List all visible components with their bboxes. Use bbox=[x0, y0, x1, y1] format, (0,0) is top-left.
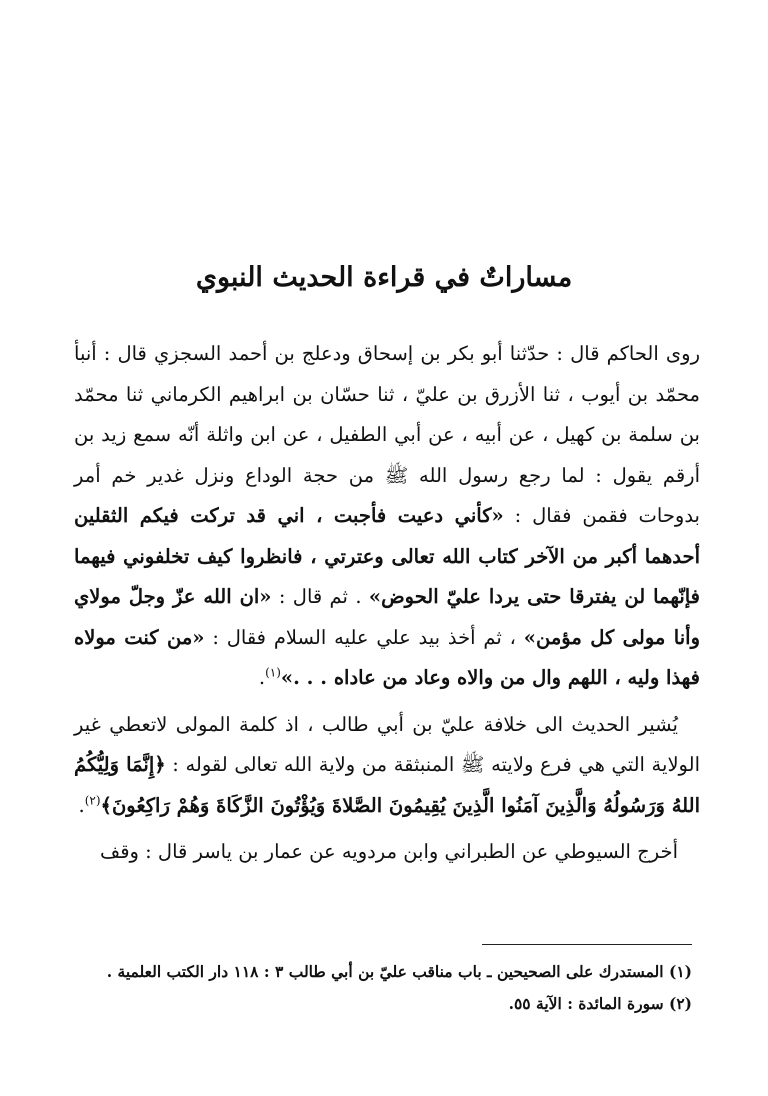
narration-chain: روى الحاكم قال : حدّثنا أبو بكر بن إسحاق ودعلج بن أحمد السجزي قال : أنبأ محمّد بن أيوب ، ثنا الأزرق بن عليّ ، ثنا حسّان بن ابراهيم الكرماني ثنا محمّد بن سلمة بن كهيل ، عن أبيه ، عن أبي الطفيل ، عن ابن واثلة أنّه سمع زيد بن أرقم يقول : لما رجع رسول الله ﷺ من حجة الوداع ونزل غدير خم أمر بدوحات فقمن فقال : bbox=[74, 342, 700, 527]
paragraph-commentary bbox=[74, 705, 700, 827]
footnote-ref-1: (١) bbox=[265, 665, 281, 680]
page-title: مساراتٌ في قراءة الحديث النبوي bbox=[195, 262, 573, 293]
hadith-quote-thaqalayn: «كأني دعيت فأجبت ، اني قد تركت فيكم الثقلين أحدهما أكبر من الآخر كتاب الله تعالى وعترتي ، فانظروا كيف تخلفوني فيهما فإنّهما لن يفترقا حتى يردا عليّ الحوض» bbox=[74, 504, 701, 608]
suyuti-text: أخرج السيوطي عن الطبراني وابن مردويه عن عمار بن ياسر قال : وقف bbox=[100, 840, 678, 863]
footnote-divider bbox=[482, 944, 692, 945]
paragraph-end-mark-2: . bbox=[78, 793, 85, 817]
hadith-quote-ghadir: «من كنت مولاه فهذا وليه ، اللهم وال من والاه وعاد من عاداه . . .» bbox=[74, 625, 700, 689]
paragraph-end-mark: . bbox=[258, 666, 266, 689]
hadith-quote-mawla: «ان الله عزّ وجلّ مولاي وأنا مولى كل مؤمن» bbox=[74, 585, 700, 649]
body-text bbox=[74, 334, 700, 873]
commentary-text: يُشير الحديث الى خلافة عليّ بن أبي طالب ، اذ كلمة المولى لاتعطي غير الولاية التي هي فرع ولايته ﷺ المنبثقة من ولاية الله تعالى لقوله : bbox=[74, 712, 700, 776]
narration-connector: . ثم قال : bbox=[278, 585, 362, 608]
footnote-1: (١) المستدرك على الصحيحين ـ باب مناقب عليّ بن أبي طالب ٣ : ١١٨ دار الكتب العلمية . bbox=[106, 962, 692, 981]
footnote-2: (٢) سورة المائدة : الآية ٥٥. bbox=[508, 994, 692, 1013]
quran-verse: ﴿إِنَّمَا وَلِيُّكُمُ اللهُ وَرَسُولُهُ وَالَّذِينَ آمَنُوا الَّذِينَ يُقِيمُونَ الصَّلاةَ وَيُؤْتُونَ الزَّكَاةَ وَهُمْ رَاكِعُونَ﴾ bbox=[74, 753, 700, 817]
narration-connector-2: ، ثم أخذ بيد علي عليه السلام فقال : bbox=[212, 625, 516, 649]
paragraph-hadith-narration bbox=[74, 334, 700, 699]
footnotes bbox=[74, 956, 692, 1020]
paragraph-suyuti bbox=[74, 832, 700, 873]
footnote-ref-2: (٢) bbox=[84, 793, 101, 807]
